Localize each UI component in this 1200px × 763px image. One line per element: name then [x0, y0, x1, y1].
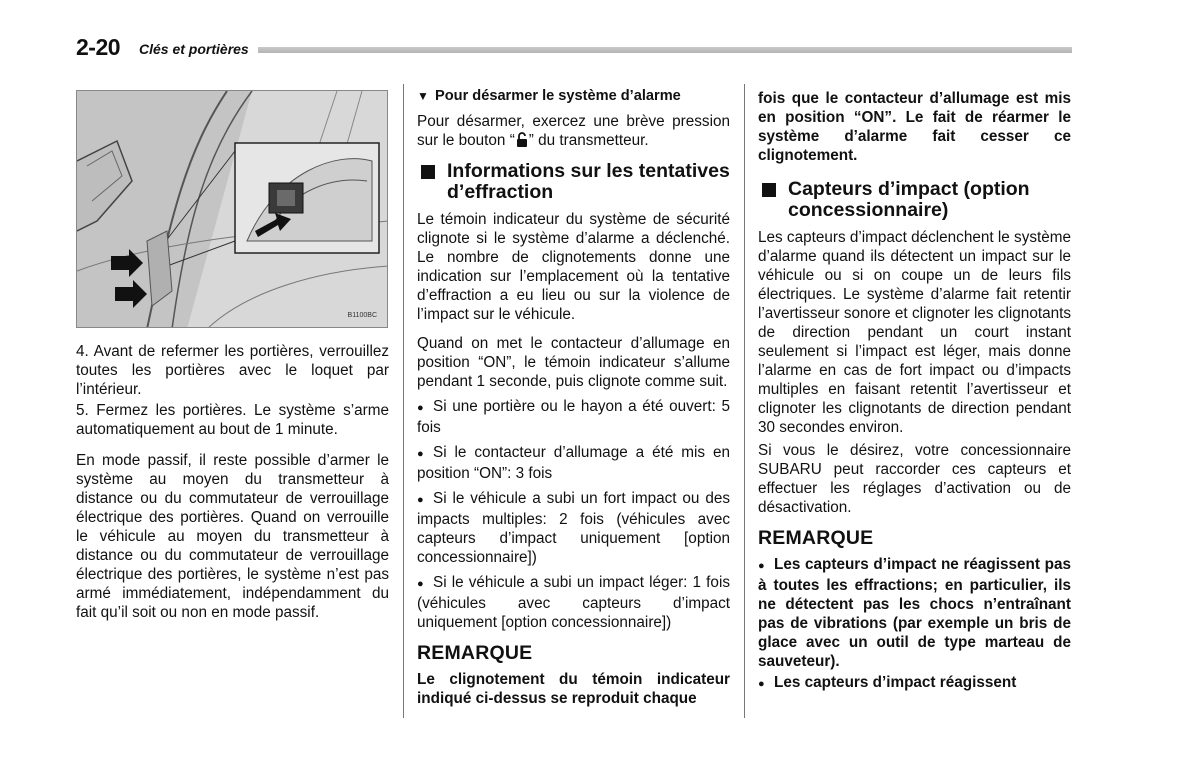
- page-header: [76, 34, 1072, 64]
- page-number: 2-20: [76, 34, 121, 60]
- list-item-text: Si le contacteur d’allumage a été mis en position “ON”: 3 fois: [417, 444, 730, 482]
- list-item-text: Les capteurs d’impact réagissent: [774, 674, 1017, 691]
- list-item: [758, 555, 1071, 671]
- list-item: [417, 443, 730, 483]
- square-bullet-icon: [421, 165, 435, 179]
- figure-code: B1100BC: [347, 312, 377, 319]
- sensors-text: Les capteurs d’impact déclenchent le système d’alarme quand ils détectent un impact sur le véhicule ou si on coupe un de leurs fils électriques. Le système d’alarme fait retentir l’avertisseur sonore et clignoter les clignotants de direction pendant un court instant seulement si l’impact est léger, mais donne l’alarme en cas de fort impact ou d’impacts multiples en faisant retentit l’avertisseur et clignoter les clignotants de direction pendant 30 secondes environ.: [758, 229, 1071, 436]
- list-item-text: Si le véhicule a subi un fort impact ou des impacts multiples: 2 fois (véhicules avec capteurs d’impact uniquement [option concessionnaire]): [417, 490, 730, 566]
- door-lock-illustration: [76, 90, 388, 328]
- disarm-text-start: Pour désarmer, exercez une brève pression sur le bouton “: [417, 113, 730, 149]
- disarm-heading: [417, 87, 730, 106]
- disarm-text: [417, 112, 730, 153]
- attempts-text: Le témoin indicateur du système de sécurité clignote si le système d’alarme a déclenché. Le nombre de clignotements donne une indication sur l’emplacement où la tentative d’effraction a eu lieu ou sur la violence de l’impact sur le véhicule.: [417, 211, 730, 323]
- list-item-text: Si une portière ou le hayon a été ouvert: 5 fois: [417, 398, 730, 436]
- step-5-text: 5. Fermez les portières. Le système s’arme automatiquement au bout de 1 minute.: [76, 402, 389, 438]
- triangle-down-icon: ▼: [417, 89, 429, 103]
- list-item: [417, 489, 730, 567]
- remark-continued-text: fois que le contacteur d’allumage est mis en position “ON”. Le fait de réarmer le système d’alarme fait cesser ce clignotement.: [758, 90, 1071, 164]
- bullet-icon: ●: [417, 494, 424, 506]
- column-divider: [403, 84, 404, 718]
- column-left: [76, 342, 389, 630]
- sensors-heading: [758, 179, 1071, 221]
- list-item-text: Si le véhicule a subi un impact léger: 1 fois (véhicules avec capteurs d’impact uniquement [option concessionnaire]): [417, 574, 730, 631]
- remark-text: Le clignotement du témoin indicateur indiqué ci-dessus se reproduit chaque: [417, 671, 730, 707]
- door-illustration-drawing: [77, 91, 388, 328]
- sensors-heading-label: Capteurs d’impact (option concessionnaire): [788, 178, 1030, 221]
- attempts-heading-label: Informations sur les tentatives d’effraction: [447, 160, 730, 203]
- bullet-icon: ●: [758, 678, 765, 690]
- remark-heading: REMARQUE: [758, 527, 874, 549]
- disarm-text-end: ” du transmetteur.: [528, 132, 649, 149]
- bullet-icon: ●: [417, 448, 424, 460]
- square-bullet-icon: [762, 183, 776, 197]
- step-4-text: 4. Avant de refermer les portières, verrouillez toutes les portières avec le loquet par l’intérieur.: [76, 343, 389, 398]
- passive-mode-text: En mode passif, il reste possible d’armer le système au moyen du transmetteur à distance ou du commutateur de verrouillage électrique des portières. Quand on verrouille le véhicule au moyen du transmetteur à distance ou du commutateur de verrouillage électrique des portières, le système n’est pas armé immédiatement, indépendamment du fait qu’il soit ou non en mode passif.: [76, 452, 389, 621]
- disarm-heading-label: Pour désarmer le système d’alarme: [435, 88, 681, 104]
- column-right: [758, 89, 1071, 702]
- ignition-text: Quand on met le contacteur d’allumage en position “ON”, le témoin indicateur s’allume pendant 1 seconde, puis clignote comme suit.: [417, 335, 730, 390]
- list-item-text: Les capteurs d’impact ne réagissent pas à toutes les effractions; en particulier, ils ne détectent pas les chocs n’entraînant pas de vibrations (par exemple un bris de glace avec un outil de type marteau de sauveteur).: [758, 556, 1071, 670]
- dealer-text: Si vous le désirez, votre concessionnaire SUBARU peut raccorder ces capteurs et effectuer les réglages d’activation ou de désactivation.: [758, 442, 1071, 516]
- section-title: Clés et portières: [139, 41, 249, 57]
- list-item: [417, 397, 730, 437]
- list-item: [417, 573, 730, 632]
- list-item: [758, 673, 1071, 694]
- bullet-icon: ●: [417, 578, 424, 590]
- bullet-icon: ●: [417, 402, 424, 414]
- attempts-heading: [417, 161, 730, 203]
- unlock-icon: [516, 132, 528, 153]
- column-divider: [744, 84, 745, 718]
- column-middle: [417, 87, 730, 716]
- remark-heading: REMARQUE: [417, 642, 533, 664]
- header-rule: [258, 47, 1072, 53]
- bullet-icon: ●: [758, 560, 765, 572]
